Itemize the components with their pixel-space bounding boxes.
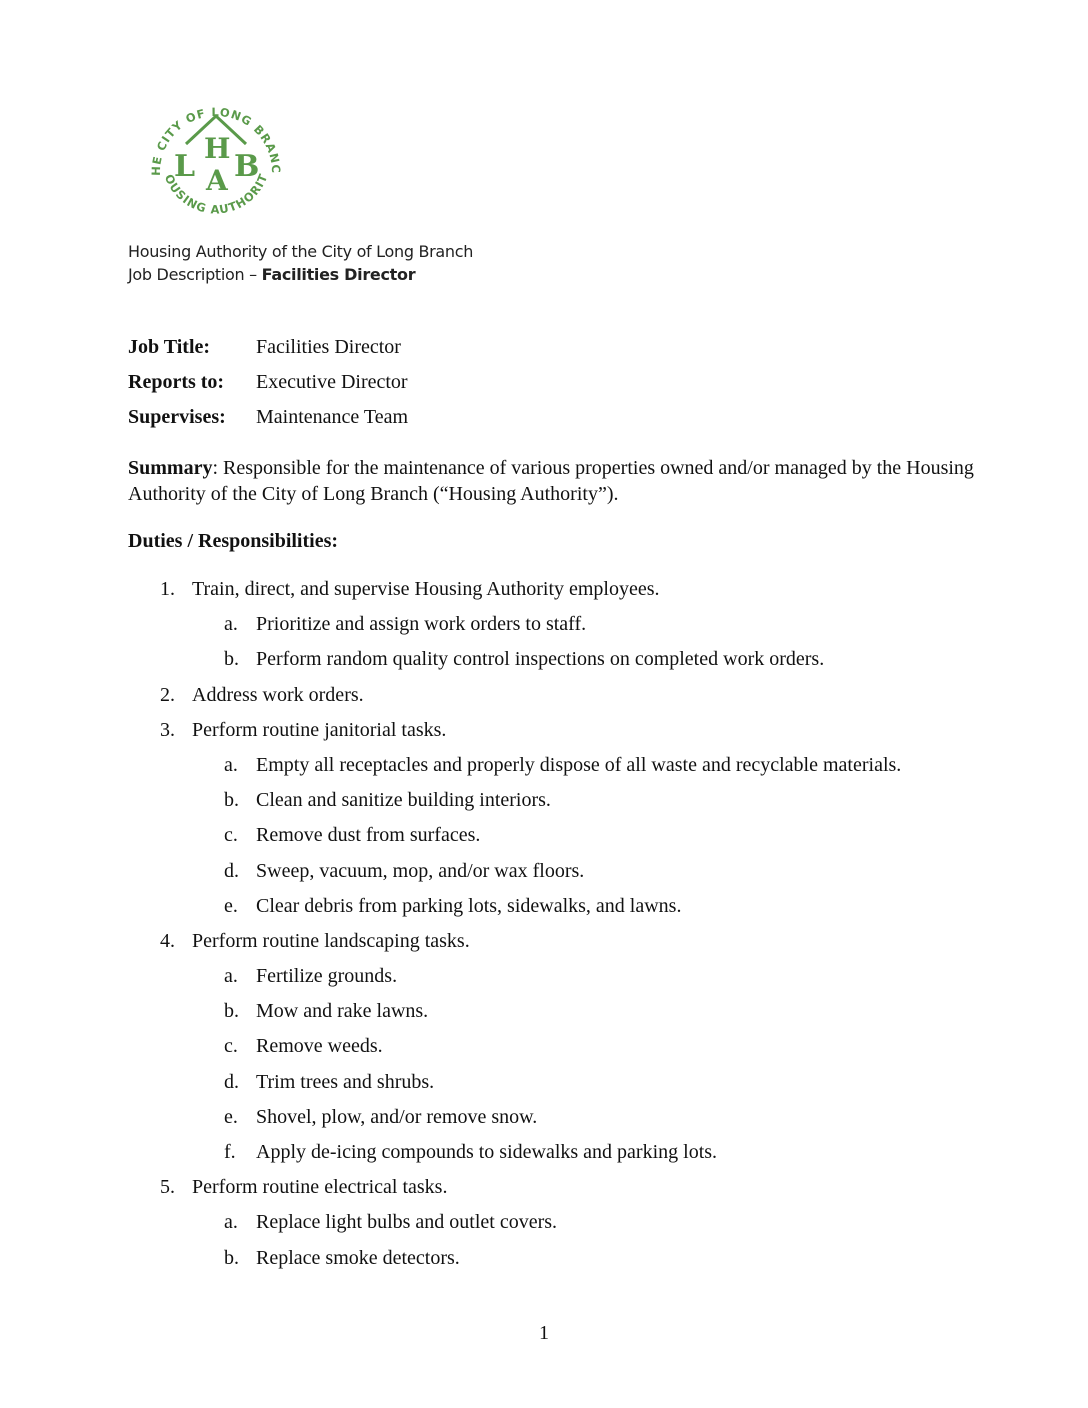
duty-subitem-marker: a. — [224, 1211, 238, 1234]
duty-subitem-text: Clear debris from parking lots, sidewalks, and lawns. — [256, 894, 682, 917]
duty-subitem-text: Sweep, vacuum, mop, and/or wax floors. — [256, 859, 585, 882]
duty-item — [128, 1176, 988, 1211]
duty-subitem-marker: f. — [224, 1141, 236, 1163]
duty-subitem — [128, 1071, 988, 1106]
duty-subitem-marker: b. — [224, 1000, 239, 1023]
duty-subitem — [128, 1000, 988, 1035]
duty-subitem — [128, 860, 988, 895]
supervises-value: Maintenance Team — [256, 406, 409, 428]
duty-subitem — [128, 648, 988, 683]
housing-authority-logo — [146, 94, 286, 224]
duty-subitem — [128, 789, 988, 824]
job-title-value: Facilities Director — [256, 336, 401, 358]
job-title-label: Job Title: — [128, 336, 211, 358]
summary-label: Summary — [128, 457, 213, 479]
duty-subitem-text: Perform random quality control inspections on completed work orders. — [256, 648, 825, 671]
supervises-label: Supervises: — [128, 406, 226, 428]
logo-ring-bottom-text: OUSING AUTHORIT — [161, 171, 271, 217]
duty-subitem-marker: a. — [224, 965, 238, 988]
duty-subitem-text: Apply de-icing compounds to sidewalks and parking lots. — [256, 1141, 718, 1163]
duty-subitem — [128, 895, 988, 930]
duty-subitem-marker: e. — [224, 1105, 238, 1128]
duty-subitem — [128, 613, 988, 648]
reports-to-row — [128, 371, 408, 406]
reports-to-value: Executive Director — [256, 371, 408, 393]
duty-subitem — [128, 965, 988, 1000]
duty-subitem-text: Remove dust from surfaces. — [256, 824, 481, 847]
page-number: 1 — [539, 1322, 549, 1344]
document-header — [128, 240, 473, 286]
duty-item-marker: 1. — [160, 578, 175, 600]
job-title-row — [128, 336, 408, 371]
duty-item — [128, 684, 988, 719]
duty-item-marker: 2. — [160, 683, 175, 706]
duty-item-marker: 3. — [160, 718, 175, 741]
header-job-description-prefix: Job Description – — [128, 265, 262, 284]
duty-subitem-marker: c. — [224, 1035, 238, 1058]
logo-letter-l: L — [174, 149, 196, 184]
duty-subitem-marker: e. — [224, 894, 238, 917]
header-job-description — [128, 263, 473, 286]
duty-subitem-marker: a. — [224, 613, 238, 636]
duty-subitem-text: Shovel, plow, and/or remove snow. — [256, 1105, 538, 1128]
duty-subitem-marker: b. — [224, 789, 239, 812]
summary-paragraph — [128, 455, 978, 507]
logo-letter-a: A — [206, 164, 228, 197]
duty-subitem-text: Prioritize and assign work orders to staff. — [256, 613, 587, 636]
duty-subitem — [128, 1141, 988, 1176]
duty-item — [128, 719, 988, 754]
duty-item-text: Perform routine landscaping tasks. — [192, 929, 470, 952]
duty-subitem — [128, 824, 988, 859]
summary-text: : Responsible for the maintenance of various properties owned and/or managed by the Housing Authority of the City of Long Branch (“Housing Authority”). — [128, 457, 974, 505]
duty-subitem-marker: d. — [224, 859, 239, 882]
duty-item-marker: 5. — [160, 1176, 175, 1199]
duties-list — [128, 578, 988, 1282]
duties-heading: Duties / Responsibilities: — [128, 530, 339, 552]
duty-subitem-marker: b. — [224, 648, 239, 671]
duty-subitem — [128, 1247, 988, 1282]
duty-subitem-text: Fertilize grounds. — [256, 965, 398, 988]
duty-item-text: Perform routine electrical tasks. — [192, 1176, 448, 1199]
job-fields — [128, 336, 408, 441]
duty-item-text: Train, direct, and supervise Housing Authority employees. — [192, 578, 660, 600]
logo-seal — [146, 94, 286, 224]
duty-subitem-text: Mow and rake lawns. — [256, 1000, 429, 1023]
duty-item — [128, 930, 988, 965]
duty-subitem-text: Replace smoke detectors. — [256, 1246, 460, 1269]
supervises-row — [128, 406, 408, 441]
duty-subitem-text: Trim trees and shrubs. — [256, 1070, 435, 1093]
duty-subitem-marker: b. — [224, 1246, 239, 1269]
duty-subitem-text: Replace light bulbs and outlet covers. — [256, 1211, 558, 1234]
logo-letter-h: H — [204, 132, 231, 165]
duty-item-text: Address work orders. — [192, 683, 364, 706]
duty-subitem — [128, 754, 988, 789]
header-organization: Housing Authority of the City of Long Branch — [128, 242, 474, 261]
duty-subitem — [128, 1211, 988, 1246]
duty-item-marker: 4. — [160, 929, 175, 952]
logo-letter-b: B — [234, 149, 260, 184]
duty-subitem-marker: c. — [224, 824, 238, 847]
header-job-description-title: Facilities Director — [261, 265, 416, 284]
duty-subitem-text: Clean and sanitize building interiors. — [256, 789, 551, 812]
duty-item-text: Perform routine janitorial tasks. — [192, 718, 447, 741]
duty-subitem-text: Remove weeds. — [256, 1035, 383, 1058]
duty-subitem — [128, 1106, 988, 1141]
duty-subitem — [128, 1035, 988, 1070]
reports-to-label: Reports to: — [128, 371, 225, 393]
duty-subitem-marker: a. — [224, 753, 238, 776]
duty-subitem-text: Empty all receptacles and properly dispose of all waste and recyclable materials. — [256, 753, 902, 776]
duty-subitem-marker: d. — [224, 1070, 239, 1093]
logo-ring-top-text: HE CITY OF LONG BRANC — [148, 104, 284, 176]
duty-item — [128, 578, 988, 613]
